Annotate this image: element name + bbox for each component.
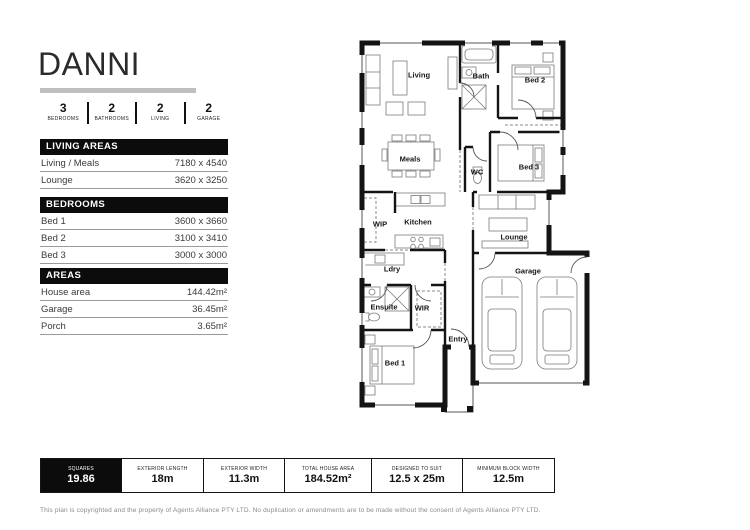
room-label-bed2: Bed 2	[524, 75, 546, 85]
room-label-living: Living	[407, 70, 431, 80]
copyright-notice: This plan is copyrighted and the property of Agents Alliance PTY LTD. No duplication or amendments are to be made without the consent of Agents Alliance PTY LTD.	[40, 507, 541, 514]
room-label-wip: WIP	[372, 219, 388, 229]
spec-label: EXTERIOR WIDTH	[220, 465, 268, 472]
table-header: LIVING AREAS	[40, 139, 228, 155]
room-label-wc: WC	[470, 167, 484, 177]
floor-plan	[355, 15, 615, 420]
table-row	[40, 284, 228, 301]
row-dimension: 3100 x 3410	[174, 232, 227, 244]
stat-value: 2	[156, 101, 164, 115]
spec-value: 12.5 x 25m	[389, 473, 445, 486]
room-label-ldry: Ldry	[383, 264, 401, 274]
spec-label: DESIGNED TO SUIT	[391, 465, 443, 472]
spec-label: EXTERIOR LENGTH	[137, 465, 188, 472]
spec-value: 11.3m	[228, 473, 260, 486]
stat-label: BATHROOMS	[94, 116, 130, 122]
living-areas-table	[40, 139, 228, 189]
spec-value: 184.52m²	[304, 473, 352, 486]
row-dimension: 3620 x 3250	[174, 174, 227, 186]
stat-label: GARAGE	[197, 116, 221, 122]
spec-value: 12.5m	[492, 473, 525, 486]
spec-label: SQUARES	[68, 465, 94, 472]
stat-label: LIVING	[151, 116, 170, 122]
stat-label: BEDROOMS	[47, 116, 80, 122]
row-name: House area	[41, 286, 91, 298]
spec-boxes	[40, 458, 555, 493]
house-stats	[40, 100, 232, 124]
areas-table	[40, 268, 228, 335]
row-dimension: 36.45m²	[192, 303, 227, 315]
porch-post	[467, 406, 473, 412]
spec-value: 19.86	[67, 473, 95, 486]
row-name: Bed 3	[41, 249, 66, 261]
row-name: Porch	[41, 320, 66, 332]
living-furniture	[366, 55, 457, 115]
row-dimension: 3600 x 3660	[174, 215, 227, 227]
table-row	[40, 301, 228, 318]
row-name: Garage	[41, 303, 73, 315]
title-underline	[40, 88, 196, 93]
table-row	[40, 318, 228, 335]
stat-value: 2	[108, 101, 116, 115]
spec-value: 18m	[151, 473, 174, 486]
spec-squares	[40, 458, 122, 493]
row-dimension: 3000 x 3000	[174, 249, 227, 261]
room-label-entry: Entry	[448, 334, 468, 344]
room-label-wir: WIR	[414, 303, 430, 313]
room-label-lounge: Lounge	[500, 232, 528, 242]
stat-value: 2	[205, 101, 213, 115]
stat-bedrooms	[40, 100, 87, 124]
room-label-bath: Bath	[472, 71, 490, 81]
table-header: BEDROOMS	[40, 197, 228, 213]
stat-bathrooms	[89, 100, 136, 124]
room-label-ensuite: Ensuite	[370, 302, 398, 312]
stat-living	[137, 100, 184, 124]
table-row	[40, 213, 228, 230]
spec-exterior-length	[121, 458, 204, 493]
table-row	[40, 247, 228, 264]
garage-car-2	[537, 277, 577, 369]
stat-garage	[186, 100, 233, 124]
bedrooms-table	[40, 197, 228, 264]
spec-designed-to-suit	[371, 458, 463, 493]
spec-label: TOTAL HOUSE AREA	[301, 465, 355, 472]
laundry-bench	[364, 253, 404, 265]
spec-label: MINIMUM BLOCK WIDTH	[477, 465, 540, 472]
table-row	[40, 172, 228, 189]
row-name: Bed 1	[41, 215, 66, 227]
spec-total-house-area	[284, 458, 372, 493]
spec-exterior-width	[203, 458, 285, 493]
table-row	[40, 230, 228, 247]
table-header: AREAS	[40, 268, 228, 284]
room-label-bed3: Bed 3	[518, 162, 540, 172]
room-label-garage: Garage	[515, 266, 541, 276]
row-dimension: 144.42m²	[186, 286, 227, 298]
bed2-furniture	[512, 53, 554, 120]
row-name: Living / Meals	[41, 157, 100, 169]
spec-minimum-block-width	[462, 458, 555, 493]
room-label-bed1: Bed 1	[384, 358, 406, 368]
room-label-kitchen: Kitchen	[404, 217, 432, 227]
table-row	[40, 155, 228, 172]
row-name: Bed 2	[41, 232, 66, 244]
stat-value: 3	[59, 101, 67, 115]
row-dimension: 3.65m²	[197, 320, 227, 332]
garage-car-1	[482, 277, 522, 369]
page-title: DANNI	[38, 46, 141, 82]
room-label-meals: Meals	[399, 154, 421, 164]
row-name: Lounge	[41, 174, 73, 186]
row-dimension: 7180 x 4540	[174, 157, 227, 169]
